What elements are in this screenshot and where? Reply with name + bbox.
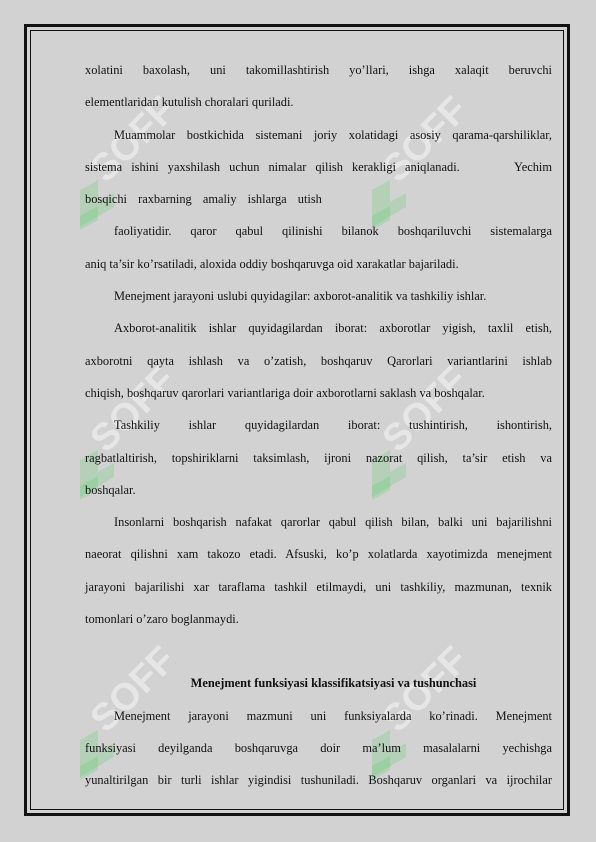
text-line: Menejment jarayoni uslubi quyidagilar: axborot-analitik va tashkiliy ishlar. <box>114 289 487 304</box>
text-line: tomonlari o’zaro boglanmaydi. <box>85 612 239 627</box>
text-line: Menejment jarayoni mazmuni uni funksiyalarda ko’rinadi. Menejment <box>114 708 552 723</box>
text-line: Tashkiliy ishlar quyidagilardan iborat: tushintirish, ishontirish, <box>114 418 552 433</box>
text-line: Muammolar bostkichida sistemani joriy xolatidagi asosiy qarama-qarshiliklar, <box>114 127 552 142</box>
spacer <box>85 635 552 667</box>
document-body <box>85 54 552 797</box>
text-line: xolatini baxolash, uni takomillashtirish yo’llari, ishga xalaqit beruvchi <box>85 63 552 77</box>
text-line: funksiyasi deyilganda boshqaruvga doir ma’lum masalalarni yechishga <box>85 740 552 755</box>
text-line: Axborot-analitik ishlar quyidagilardan iborat: axborotlar yigish, taxlil etish, <box>114 321 552 336</box>
text-line: bosqichi raxbarning amaliy ishlarga utish <box>85 192 322 207</box>
text-line: yunaltirilgan bir turli ishlar yigindisi tushuniladi. Boshqaruv organlari va ijrochilar <box>85 773 552 788</box>
text-line: elementlaridan kutulish choralari quriladi. <box>85 95 294 110</box>
text-line: Insonlarni boshqarish nafakat qarorlar qabul qilish bilan, balki uni bajarilishni <box>114 515 552 530</box>
section-heading: Menejment funksiyasi klassifikatsiyasi va tushunchasi <box>190 676 477 691</box>
text-line: aniq ta’sir ko’rsatiladi, aloxida oddiy boshqaruvga oid xarakatlar bajariladi. <box>85 256 459 271</box>
text-line: naeorat qilishni xam takozo etadi. Afsuski, ko’p xolatlarda xayotimizda menejment <box>85 547 552 562</box>
text-line: jarayoni bajarilishi xar taraflama tashkil etilmaydi, uni tashkiliy, mazmunan, texnik <box>85 579 552 594</box>
text-line: faoliyatidir. qaror qabul qilinishi bilanok boshqariluvchi sistemalarga <box>114 224 552 239</box>
text-line: boshqalar. <box>85 482 136 497</box>
text-line: ragbatlaltirish, topshiriklarni taksimlash, ijroni nazorat qilish, ta’sir etish va <box>85 450 552 465</box>
text-line: axborotni qayta ishlash va o’zatish, boshqaruv Qarorlari variantlarini ishlab <box>85 353 552 368</box>
text-line: sistema ishini yaxshilash uchun nimalar qilish kerakligi aniqlanadi. Yechim <box>85 159 552 174</box>
text-line: chiqish, boshqaruv qarorlari variantlariga doir axborotlarni saklash va boshqalar. <box>85 385 485 400</box>
